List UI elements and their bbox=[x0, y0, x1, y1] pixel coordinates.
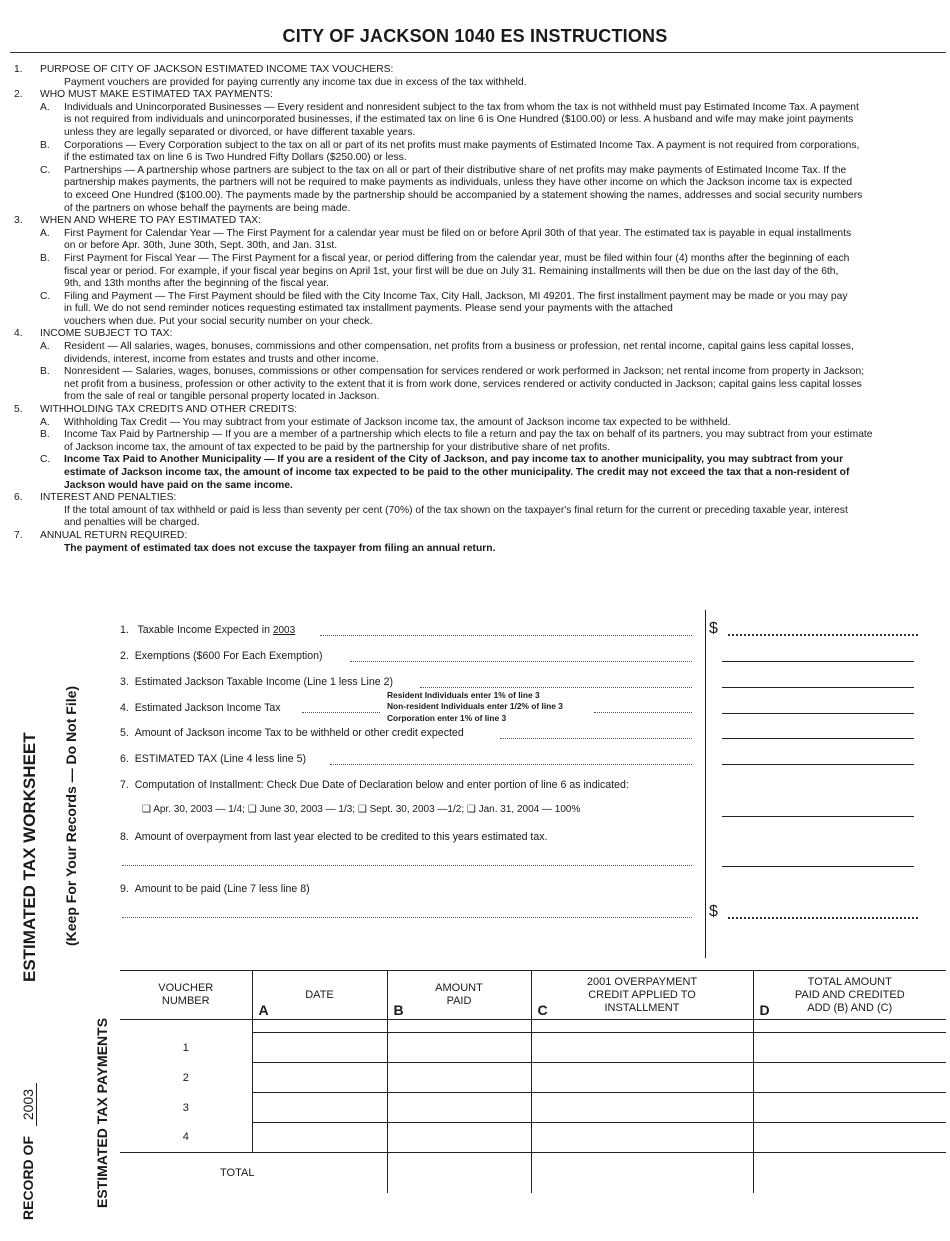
section-5b-text: of Jackson income tax, the amount of tax expected to be paid by the partnership for your distributive share of net profits. bbox=[64, 441, 611, 453]
total-cell[interactable] bbox=[753, 1033, 946, 1063]
amount-cell[interactable] bbox=[387, 1093, 531, 1123]
record-of-label: RECORD OF 2003 bbox=[20, 1083, 36, 1220]
col-voucher-number: VOUCHER NUMBER bbox=[120, 971, 252, 1020]
section-7-text: The payment of estimated tax does not excuse the taxpayer from filing an annual return. bbox=[64, 542, 496, 554]
line-3-dots bbox=[420, 687, 692, 688]
amount-cell[interactable] bbox=[387, 1063, 531, 1093]
line-2-answer[interactable] bbox=[722, 661, 914, 662]
line-9: 9. Amount to be paid (Line 7 less line 8) bbox=[120, 883, 310, 895]
line-6-dots bbox=[330, 764, 692, 765]
section-2c: C. Partnerships — A partnership whose partners are subject to the tax on all or part of their distributive share of net profits may make payments of Estimated Income Tax. If the bbox=[40, 164, 847, 176]
line-4: 4. Estimated Jackson Income Tax bbox=[120, 702, 281, 714]
payments-side-label: ESTIMATED TAX PAYMENTS bbox=[94, 1017, 110, 1208]
line-4-answer[interactable] bbox=[722, 713, 914, 714]
line-3-answer[interactable] bbox=[722, 687, 914, 688]
line-2: 2. Exemptions ($600 For Each Exemption) bbox=[120, 650, 323, 662]
line-7-options[interactable]: ❑ Apr. 30, 2003 — 1/4; ❑ June 30, 2003 — 1/3; ❑ Sept. 30, 2003 —1/2; ❑ Jan. 31, 2004 — 100% bbox=[142, 804, 581, 815]
section-4a-text: dividends, interest, income from estates and trusts and other income. bbox=[64, 353, 379, 365]
line-8-dots bbox=[122, 865, 692, 866]
line-9-answer[interactable] bbox=[728, 917, 918, 919]
line-1-dollar: $ bbox=[709, 620, 718, 637]
table-row: 4 bbox=[120, 1123, 946, 1153]
line-9-dots bbox=[122, 917, 692, 918]
worksheet-side-label: ESTIMATED TAX WORKSHEET bbox=[20, 732, 39, 982]
section-3b: B. First Payment for Fiscal Year — The First Payment for a fiscal year, or period differing from the calendar year, must be filed within four (4) months after the beginning of each bbox=[40, 252, 850, 264]
section-3c-text: in full. We do not send reminder notices requesting estimated tax installment payments. Please send your payments with the attached bbox=[64, 303, 673, 315]
line-7: 7. Computation of Installment: Check Due Date of Declaration below and enter portion of line 6 as indicated: bbox=[120, 779, 629, 791]
section-6-text: and penalties will be charged. bbox=[64, 517, 200, 529]
total-overpayment-cell[interactable] bbox=[531, 1153, 753, 1194]
date-cell[interactable] bbox=[252, 1123, 387, 1153]
line-8: 8. Amount of overpayment from last year elected to be credited to this years estimated tax. bbox=[120, 831, 548, 843]
worksheet-divider bbox=[705, 610, 706, 958]
overpayment-cell[interactable] bbox=[531, 1033, 753, 1063]
line-7-answer[interactable] bbox=[722, 816, 914, 817]
line-4-corporation: Corporation enter 1% of line 3 bbox=[387, 713, 507, 723]
payments-table bbox=[120, 970, 946, 1193]
total-cell[interactable] bbox=[753, 1063, 946, 1093]
line-1-answer[interactable] bbox=[728, 634, 918, 636]
section-7-heading: 7. ANNUAL RETURN REQUIRED: bbox=[14, 529, 188, 541]
amount-cell[interactable] bbox=[387, 1123, 531, 1153]
line-4-resident: Resident Individuals enter 1% of line 3 bbox=[387, 690, 540, 700]
section-4b: B. Nonresident — Salaries, wages, bonuses, commissions or other compensation for services rendered or work performed in Jackson; net rental income from property in Jackson; bbox=[40, 366, 865, 378]
date-cell[interactable] bbox=[252, 1093, 387, 1123]
section-6-text: If the total amount of tax withheld or paid is less than seventy per cent (70%) of the tax shown on the taxpayer's final return for the current or preceding taxable year, interest bbox=[64, 504, 848, 516]
line-5-answer[interactable] bbox=[722, 738, 914, 739]
section-5-heading: 5. WITHHOLDING TAX CREDITS AND OTHER CREDITS: bbox=[14, 404, 298, 416]
total-row: TOTAL bbox=[120, 1153, 946, 1194]
section-6-heading: 6. INTEREST AND PENALTIES: bbox=[14, 492, 177, 504]
date-cell[interactable] bbox=[252, 1063, 387, 1093]
date-cell[interactable] bbox=[252, 1033, 387, 1063]
table-row: 2 bbox=[120, 1063, 946, 1093]
col-total: D TOTAL AMOUNT PAID AND CREDITED ADD (B) AND (C) bbox=[753, 971, 946, 1020]
overpayment-cell[interactable] bbox=[531, 1123, 753, 1153]
line-4-dots-2 bbox=[594, 712, 692, 713]
section-3c-text: vouchers when due. Put your social security number on your check. bbox=[64, 315, 373, 327]
section-3a: A. First Payment for Calendar Year — The First Payment for a calendar year must be filed on or before April 30th of that year. The estimated tax is payable in equal installments bbox=[40, 227, 852, 239]
line-8-answer[interactable] bbox=[722, 866, 914, 867]
section-2a-text: unless they are legally separated or divorced, or have different taxable years. bbox=[64, 126, 416, 138]
line-3: 3. Estimated Jackson Taxable Income (Line 1 less Line 2) bbox=[120, 676, 394, 688]
col-overpayment: C 2001 OVERPAYMENT CREDIT APPLIED TO INSTALLMENT bbox=[531, 971, 753, 1020]
section-4b-text: from the sale of real or tangible personal property located in Jackson. bbox=[64, 391, 380, 403]
section-2c-text: of the partners on whose behalf the payments are being made. bbox=[64, 202, 351, 214]
section-1-text: Payment vouchers are provided for paying currently any income tax due in excess of the tax withheld. bbox=[64, 76, 527, 88]
instructions bbox=[14, 64, 926, 555]
section-2a-text: is not required from individuals and unincorporated businesses, if the estimated tax on line 6 is One Hundred ($100.00) or less. A husband and wife may make joint payments bbox=[64, 114, 854, 126]
section-5a: A. Withholding Tax Credit — You may subtract from your estimate of Jackson income tax, the amount of Jackson income tax expected to be withheld. bbox=[40, 416, 731, 428]
keep-records-label: (Keep For Your Records — Do Not File) bbox=[63, 685, 79, 946]
line-6-answer[interactable] bbox=[722, 764, 914, 765]
title-rule bbox=[10, 52, 946, 53]
col-date: A DATE bbox=[252, 971, 387, 1020]
line-4-nonresident: Non-resident Individuals enter 1/2% of line 3 bbox=[387, 701, 563, 711]
grand-total-cell[interactable] bbox=[753, 1153, 946, 1194]
section-2c-text: partnership makes payments, the partners will not be required to make payments as individuals, unless they have other income on which the Jackson income tax is expected bbox=[64, 177, 853, 189]
table-spacer bbox=[120, 1020, 946, 1033]
line-6: 6. ESTIMATED TAX (Line 4 less line 5) bbox=[120, 753, 307, 765]
page-title: CITY OF JACKSON 1040 ES INSTRUCTIONS bbox=[282, 26, 668, 46]
section-5c: C. Income Tax Paid to Another Municipality — If you are a resident of the City of Jackson, and pay income tax to another municipality, you may subtract from your bbox=[40, 454, 844, 466]
section-3a-text: on or before Apr. 30th, June 30th, Sept. 30th, and Jan. 31st. bbox=[64, 240, 338, 252]
overpayment-cell[interactable] bbox=[531, 1093, 753, 1123]
line-2-dots bbox=[350, 661, 692, 662]
section-2c-text: to exceed One Hundred ($100.00). The payments made by the partnership should be accompanied by a statement showing the names, addresses and social security numbers bbox=[64, 189, 863, 201]
section-4a: A. Resident — All salaries, wages, bonuses, commissions and other compensation, net profits from a business or profession, net rental income, capital gains less capital losses, bbox=[40, 341, 854, 353]
section-2b-text: if the estimated tax on line 6 is Two Hundred Fifty Dollars ($250.00) or less. bbox=[64, 152, 407, 164]
section-2b: B. Corporations — Every Corporation subject to the tax on all or part of its net profits must make payments of Estimated Income Tax. A payment is not required from corporations, bbox=[40, 139, 860, 151]
table-row: 1 bbox=[120, 1033, 946, 1063]
line-1-dots bbox=[320, 635, 692, 636]
line-4-dots bbox=[302, 712, 380, 713]
section-3b-text: 9th, and 13th months after the beginning of the fiscal year. bbox=[64, 278, 330, 290]
line-5-dots bbox=[500, 738, 692, 739]
section-3c: C. Filing and Payment — The First Payment should be filed with the City Income Tax, City Hall, Jackson, MI 49201. The first installment payment may be made or you may pay bbox=[40, 290, 848, 302]
line-9-dollar: $ bbox=[709, 903, 718, 920]
line-1: 1. Taxable Income Expected in 2003 bbox=[120, 624, 296, 636]
section-2a: A. Individuals and Unincorporated Businesses — Every resident and nonresident subject to the tax from whom the tax is not withheld must pay Estimated Income Tax. A payment bbox=[40, 101, 859, 113]
section-3-heading: 3. WHEN AND WHERE TO PAY ESTIMATED TAX: bbox=[14, 215, 262, 227]
section-4b-text: net profit from a business, profession or other activity to the extent that it is from work done, services rendered or activity conducted in Jackson; capital gains less capital losses bbox=[64, 378, 862, 390]
section-1-heading: 1. PURPOSE OF CITY OF JACKSON ESTIMATED INCOME TAX VOUCHERS: bbox=[14, 64, 394, 75]
table-header bbox=[120, 971, 946, 1020]
amount-cell[interactable] bbox=[387, 1033, 531, 1063]
section-2-heading: 2. WHO MUST MAKE ESTIMATED TAX PAYMENTS: bbox=[14, 89, 273, 101]
line-1-year[interactable]: 2003 bbox=[272, 625, 296, 636]
section-5c-text: Jackson would have paid on the same income. bbox=[64, 479, 293, 491]
total-amount-cell[interactable] bbox=[387, 1153, 531, 1194]
total-cell[interactable] bbox=[753, 1093, 946, 1123]
col-amount-paid: B AMOUNT PAID bbox=[387, 971, 531, 1020]
line-5: 5. Amount of Jackson income Tax to be withheld or other credit expected bbox=[120, 727, 464, 739]
overpayment-cell[interactable] bbox=[531, 1063, 753, 1093]
section-4-heading: 4. INCOME SUBJECT TO TAX: bbox=[14, 328, 173, 340]
table-row: 3 bbox=[120, 1093, 946, 1123]
section-5b: B. Income Tax Paid by Partnership — If you are a member of a partnership which elects to file a return and pay the tax on behalf of its partners, you may subtract from your estimate bbox=[40, 429, 873, 441]
section-3b-text: fiscal year or period. For example, if your fiscal year begins on April 1st, your first will be due on July 31. Remaining installments will then be due on the last day of the 6th, bbox=[64, 265, 839, 277]
record-year: 2003 bbox=[20, 1083, 37, 1126]
section-5c-text: estimate of Jackson income tax, the amount of income tax expected to be paid to the other municipality. The credit may not exceed the tax that a non-resident of bbox=[64, 467, 850, 478]
total-cell[interactable] bbox=[753, 1123, 946, 1153]
